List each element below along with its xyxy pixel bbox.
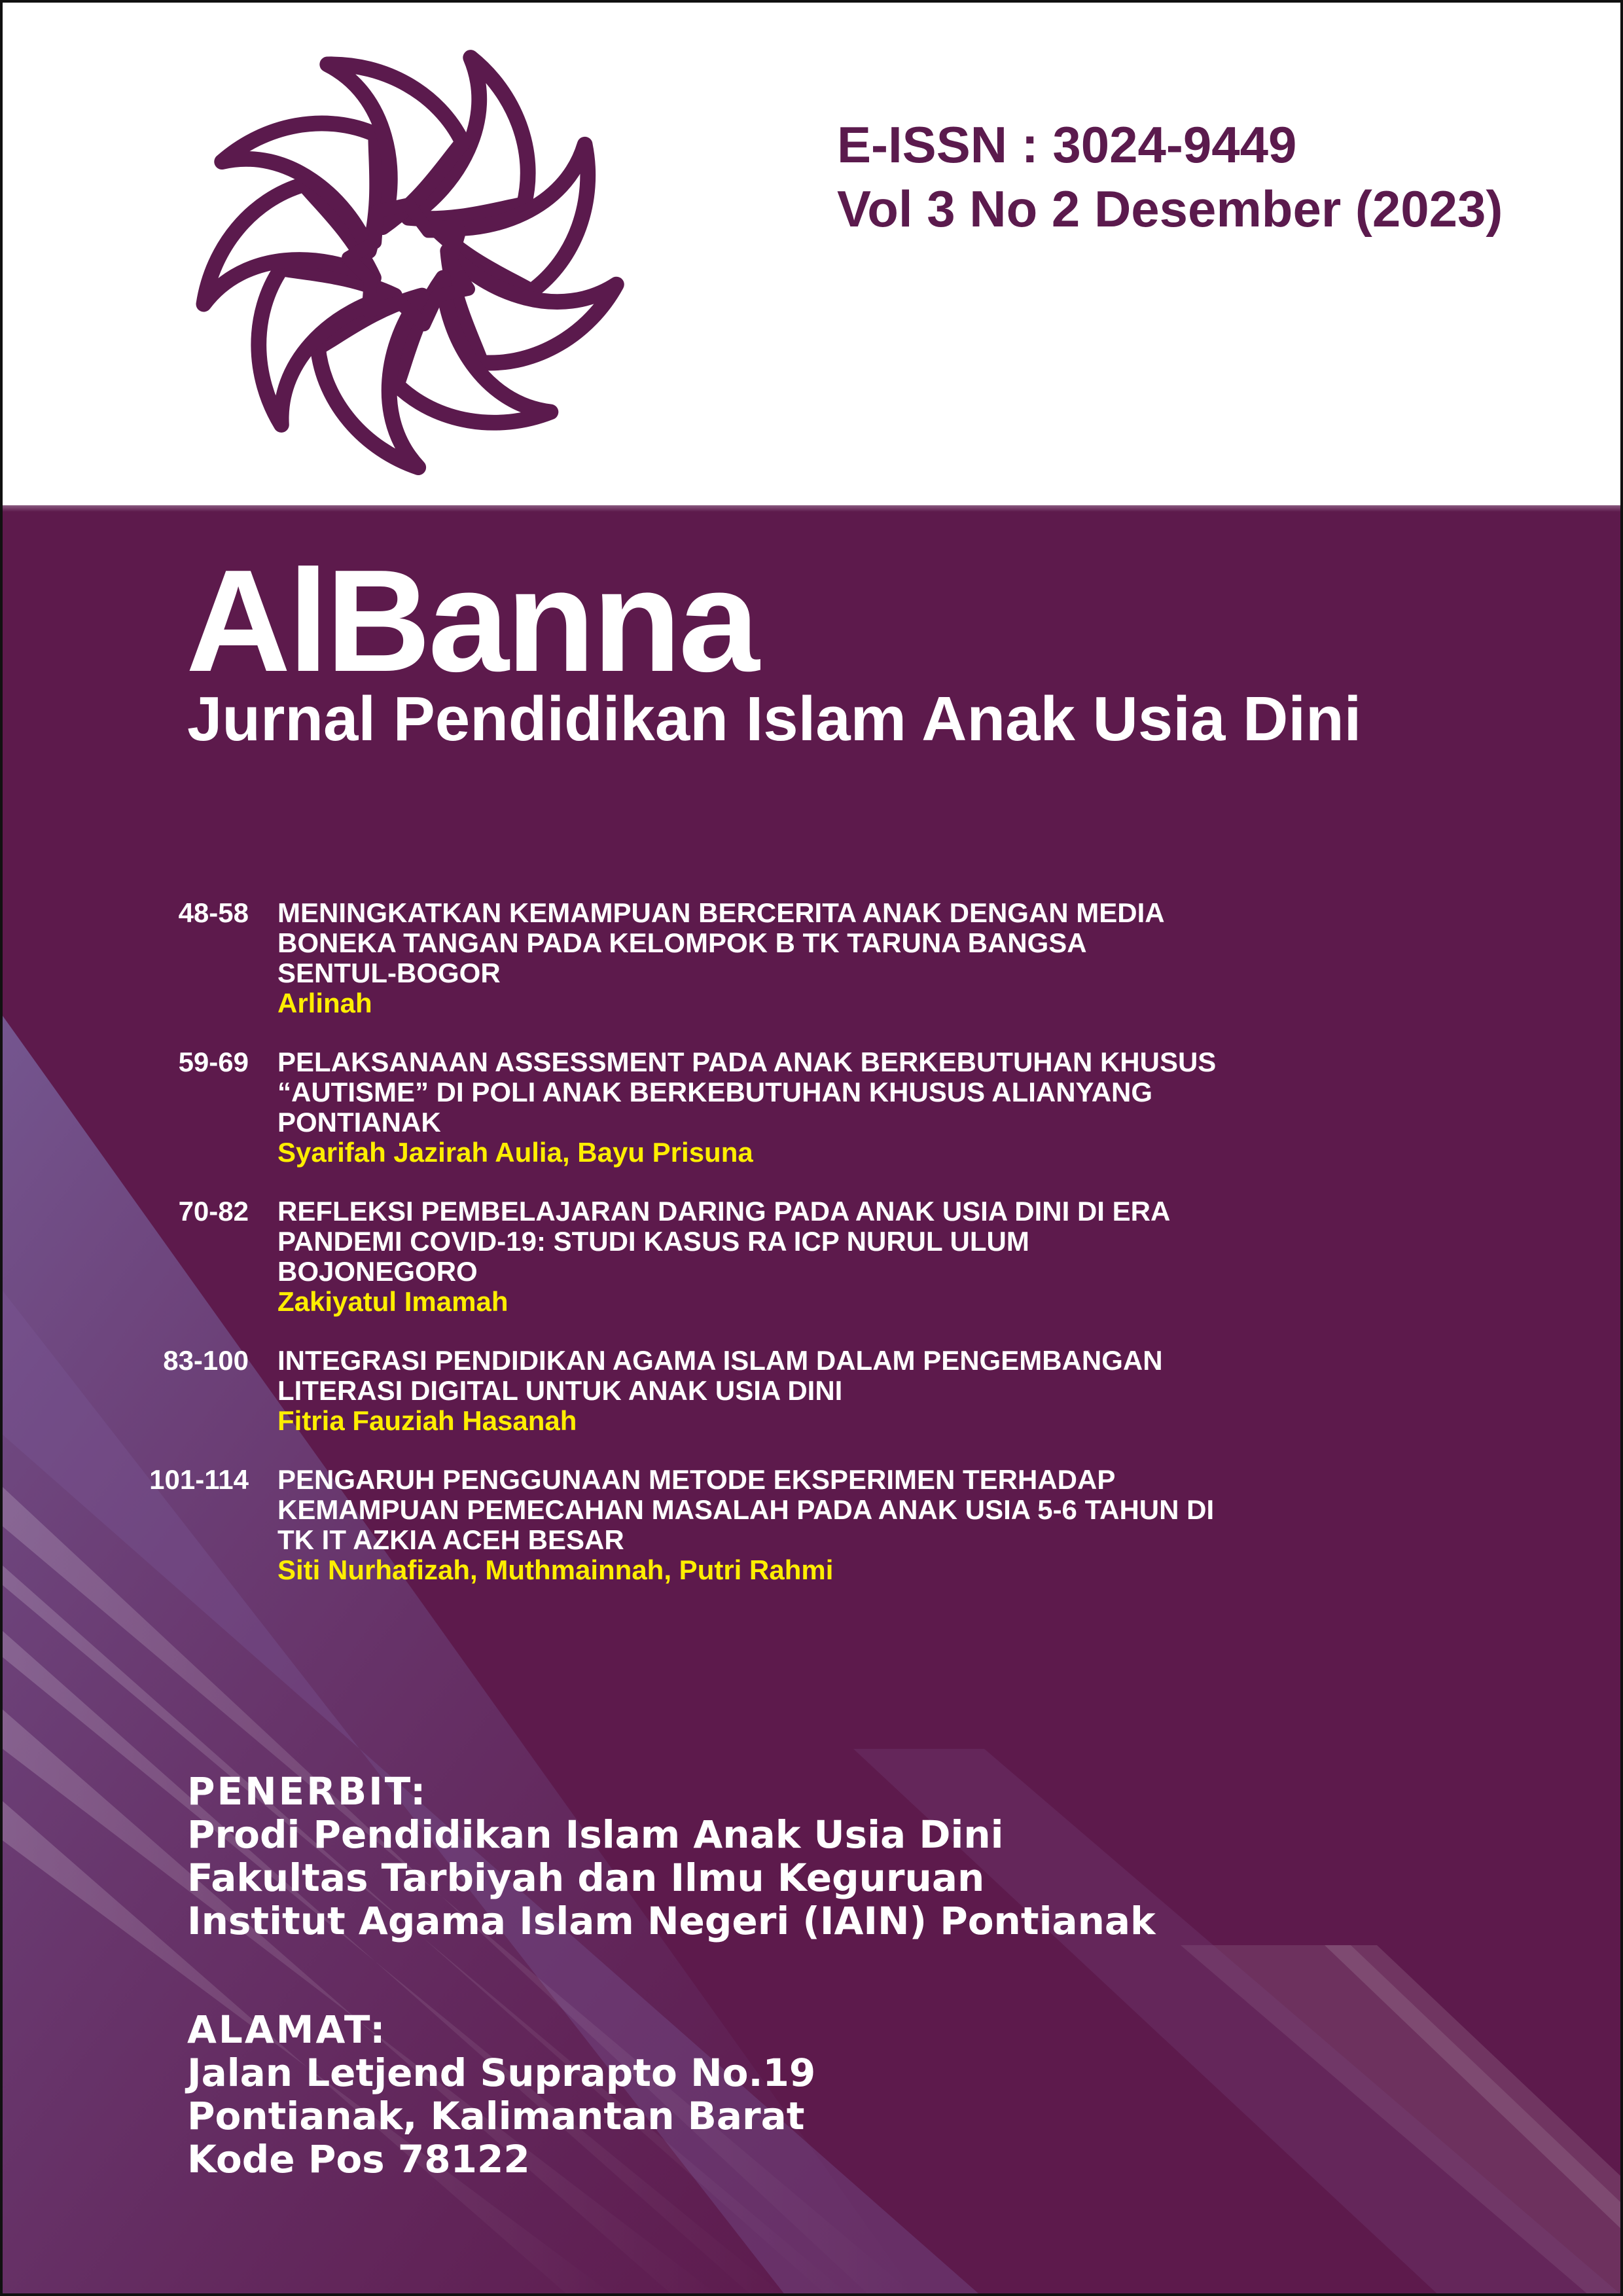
toc-authors: Fitria Fauziah Hasanah [277, 1405, 577, 1436]
journal-name: AlBanna [186, 540, 757, 702]
toc-entry [3, 1196, 1623, 1317]
publisher-block [187, 1770, 1156, 1943]
publisher-line: Fakultas Tarbiyah dan Ilmu Keguruan [187, 1856, 985, 1900]
volume-issue: Vol 3 No 2 Desember (2023) [837, 180, 1503, 238]
journal-subtitle: Jurnal Pendidikan Islam Anak Usia Dini [187, 684, 1362, 754]
toc-entry [3, 1346, 1623, 1436]
toc-page-range: 70-82 [178, 1196, 249, 1227]
toc-authors: Syarifah Jazirah Aulia, Bayu Prisuna [277, 1137, 753, 1168]
toc-authors: Siti Nurhafizah, Muthmainnah, Putri Rahmi [277, 1554, 834, 1585]
toc-article-title: REFLEKSI PEMBELAJARAN DARING PADA ANAK USIA DINI DI ERA PANDEMI COVID-19: STUDI KASUS RA ICP NURUL ULUM BOJONEGORO [277, 1196, 1171, 1287]
address-heading: ALAMAT: [187, 2007, 387, 2052]
toc-article-title: MENINGKATKAN KEMAMPUAN BERCERITA ANAK DENGAN MEDIA BONEKA TANGAN PADA KELOMPOK B TK TARUNA BANGSA SENTUL-BOGOR [277, 897, 1165, 988]
publisher-heading: PENERBIT: [187, 1769, 428, 1814]
toc-page-range: 59-69 [178, 1047, 249, 1077]
toc-page-range: 101-114 [149, 1464, 249, 1495]
toc-entry [3, 1465, 1623, 1585]
address-block [187, 2008, 815, 2181]
toc-article-title: PELAKSANAAN ASSESSMENT PADA ANAK BERKEBUTUHAN KHUSUS “AUTISME” DI POLI ANAK BERKEBUTUHAN KHUSUS ALIANYANG PONTIANAK [277, 1047, 1217, 1138]
toc-page-range: 83-100 [163, 1345, 249, 1376]
toc-authors: Arlinah [277, 988, 372, 1018]
toc-entry [3, 1047, 1623, 1168]
publisher-line: Prodi Pendidikan Islam Anak Usia Dini [187, 1812, 1004, 1857]
table-of-contents [3, 898, 1623, 1614]
address-line: Kode Pos 78122 [187, 2137, 530, 2181]
issn-block [837, 113, 1503, 241]
toc-article-title: INTEGRASI PENDIDIKAN AGAMA ISLAM DALAM PENGEMBANGAN LITERASI DIGITAL UNTUK ANAK USIA DINI [277, 1345, 1163, 1406]
toc-article-title: PENGARUH PENGGUNAAN METODE EKSPERIMEN TERHADAP KEMAMPUAN PEMECAHAN MASALAH PADA ANAK USIA 5-6 TAHUN DI TK IT AZKIA ACEH BESAR [277, 1464, 1215, 1555]
islamic-star-rosette-icon [186, 35, 631, 480]
toc-page-range: 48-58 [178, 897, 249, 928]
address-line: Pontianak, Kalimantan Barat [187, 2094, 805, 2138]
cover-header [3, 3, 1623, 505]
publisher-line: Institut Agama Islam Negeri (IAIN) Pontianak [187, 1899, 1156, 1943]
address-line: Jalan Letjend Suprapto No.19 [187, 2051, 816, 2095]
toc-entry [3, 898, 1623, 1018]
toc-authors: Zakiyatul Imamah [277, 1286, 508, 1317]
issn-number: E-ISSN : 3024-9449 [837, 116, 1297, 173]
